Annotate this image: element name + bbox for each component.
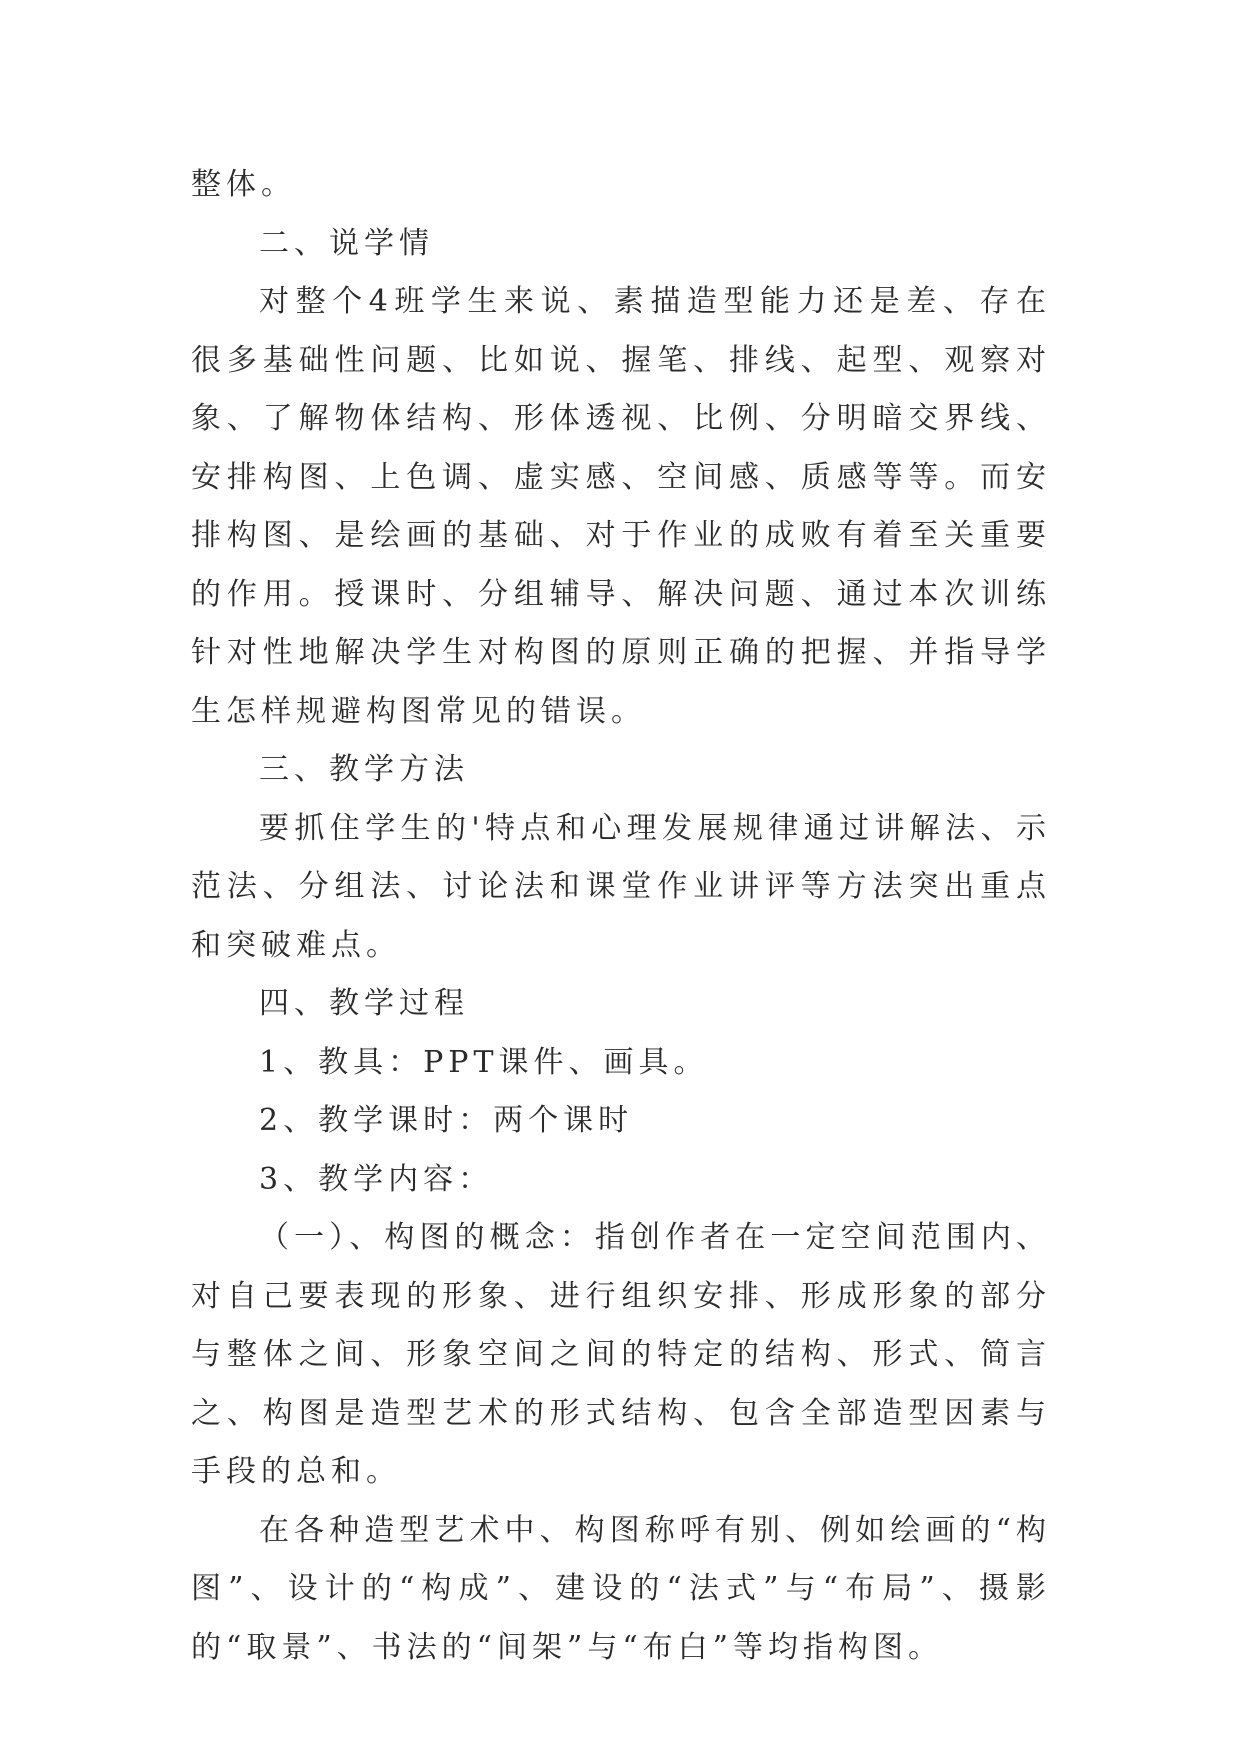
paragraph-student-situation: 对整个4班学生来说、素描造型能力还是差、存在很多基础性问题、比如说、握笔、排线、起型、观察对象、了解物体结构、形体透视、比例、分明暗交界线、安排构图、上色调、虚实感、空间感、质感等等。而安排构图、是绘画的基础、对于作业的成败有着至关重要的作用。授课时、分组辅导、解决问题、通过本次训练针对性地解决学生对构图的原则正确的把握、并指导学生怎样规避构图常见的错误。 bbox=[191, 284, 1051, 729]
paragraph-continuation: 整体。 bbox=[191, 167, 296, 202]
document-body bbox=[191, 156, 1051, 1677]
list-item-class-hours: 2、教学课时：两个课时 bbox=[259, 1103, 634, 1138]
heading-teaching-methods: 三、教学方法 bbox=[259, 752, 469, 787]
heading-student-situation: 二、说学情 bbox=[259, 225, 434, 261]
paragraph-composition-names: 在各种造型艺术中、构图称呼有别、例如绘画的“构图”、设计的“构成”、建设的“法式”与“布局”、摄影的“取景”、书法的“间架”与“布白”等均指构图。 bbox=[191, 1512, 1051, 1665]
list-item-teaching-content: 3、教学内容： bbox=[259, 1161, 494, 1197]
paragraph-composition-concept: （一）、构图的概念：指创作者在一定空间范围内、对自己要表现的形象、进行组织安排、形成形象的部分与整体之间、形象空间之间的特定的结构、形式、简言之、构图是造型艺术的形式结构、包含全部造型因素与手段的总和。 bbox=[191, 1220, 1051, 1489]
paragraph-teaching-methods: 要抓住学生的'特点和心理发展规律通过讲解法、示范法、分组法、讨论法和课堂作业讲评等方法突出重点和突破难点。 bbox=[191, 810, 1051, 963]
list-item-teaching-aids: 1、教具：PPT课件、画具。 bbox=[259, 1044, 709, 1080]
heading-teaching-process: 四、教学过程 bbox=[259, 986, 469, 1021]
